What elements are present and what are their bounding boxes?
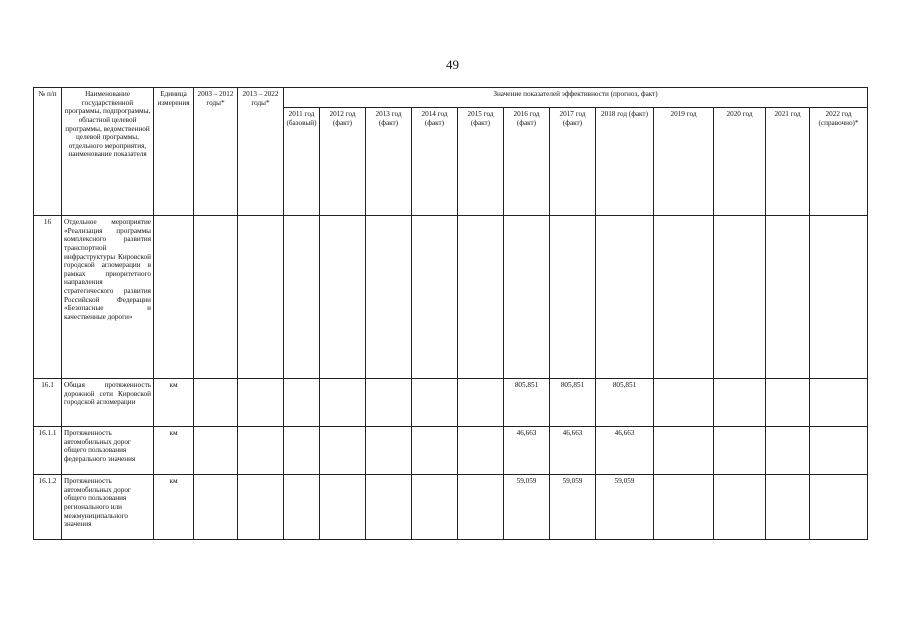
header-num: № п/п [34, 88, 62, 216]
header-year: 2011 год (базовый) [284, 108, 320, 216]
header-year: 2017 год (факт) [550, 108, 596, 216]
row-value [284, 427, 320, 475]
row-value [412, 427, 458, 475]
row-value: 46,663 [504, 427, 550, 475]
row-value [810, 379, 868, 427]
row-value [654, 216, 714, 379]
table-row [34, 379, 868, 427]
row-cell-empty [238, 427, 284, 475]
row-value [320, 216, 366, 379]
row-name: Протяженность автомобильных дорог общего пользования регионального или межмуниципального значения [62, 475, 154, 540]
row-value [810, 475, 868, 540]
row-cell-empty [194, 379, 238, 427]
header-year: 2019 год [654, 108, 714, 216]
row-value: 59,059 [550, 475, 596, 540]
row-number: 16.1.2 [34, 475, 62, 540]
header-year: 2016 год (факт) [504, 108, 550, 216]
page-number: 49 [446, 57, 459, 72]
row-value [458, 427, 504, 475]
header-unit: Единица измерения [154, 88, 194, 216]
row-value: 46,663 [596, 427, 654, 475]
row-cell-empty [194, 475, 238, 540]
row-value [714, 427, 766, 475]
row-cell-empty [238, 379, 284, 427]
row-value [412, 379, 458, 427]
row-number: 16.1 [34, 379, 62, 427]
row-value [284, 379, 320, 427]
row-unit [154, 216, 194, 379]
row-cell-empty [194, 216, 238, 379]
header-year: 2013 год (факт) [366, 108, 412, 216]
row-value [766, 216, 810, 379]
row-value: 46,663 [550, 427, 596, 475]
indicator-table [33, 87, 868, 540]
row-name: Протяженность автомобильных дорог общего пользования федерального значения [62, 427, 154, 475]
header-name: Наименование государственной программы, подпрограммы, областной целевой программы, ведомственной целевой программы, отдельного мероприятия, наименование показателя [62, 88, 154, 216]
table-row [34, 475, 868, 540]
row-value [366, 427, 412, 475]
header-year: 2015 год (факт) [458, 108, 504, 216]
row-cell-empty [194, 427, 238, 475]
row-value [366, 216, 412, 379]
row-value [550, 216, 596, 379]
table-row [34, 216, 868, 379]
row-value: 59,059 [596, 475, 654, 540]
row-value [810, 216, 868, 379]
row-cell-empty [238, 475, 284, 540]
row-value [458, 379, 504, 427]
table-row [34, 427, 868, 475]
row-value [320, 427, 366, 475]
row-unit: км [154, 475, 194, 540]
row-value [366, 475, 412, 540]
header-year: 2014 год (факт) [412, 108, 458, 216]
row-value [766, 379, 810, 427]
row-value [412, 216, 458, 379]
row-value [504, 216, 550, 379]
row-value [654, 427, 714, 475]
row-value [654, 379, 714, 427]
header-indicator-values: Значение показателей эффективности (прогноз, факт) [284, 88, 868, 108]
header-year: 2021 год [766, 108, 810, 216]
header-period-2003-2012: 2003 – 2012 годы* [194, 88, 238, 216]
row-value [714, 475, 766, 540]
row-value [284, 475, 320, 540]
row-name: Отдельное мероприятие «Реализация программы комплексного развития транспортной инфраструктуры Кировской городской агломерации в рамках приоритетного направления стратегического развития Российской Федерации «Безопасные и качественные дороги» [62, 216, 154, 379]
row-value [366, 379, 412, 427]
row-unit: км [154, 427, 194, 475]
row-value [458, 216, 504, 379]
row-value [766, 427, 810, 475]
header-year: 2018 год (факт) [596, 108, 654, 216]
row-value [596, 216, 654, 379]
row-value [412, 475, 458, 540]
row-value [714, 216, 766, 379]
row-value: 805,851 [550, 379, 596, 427]
row-value: 805,851 [504, 379, 550, 427]
row-value: 59,059 [504, 475, 550, 540]
header-period-2013-2022: 2013 – 2022 годы* [238, 88, 284, 216]
row-value [810, 427, 868, 475]
row-number: 16 [34, 216, 62, 379]
row-value: 805,851 [596, 379, 654, 427]
row-value [320, 379, 366, 427]
row-name: Общая протяженность дорожной сети Кировской городской агломерации [62, 379, 154, 427]
header-row-1 [34, 88, 868, 108]
row-unit: км [154, 379, 194, 427]
header-year: 2022 год (справочно)* [810, 108, 868, 216]
row-value [714, 379, 766, 427]
row-value [284, 216, 320, 379]
row-number: 16.1.1 [34, 427, 62, 475]
row-cell-empty [238, 216, 284, 379]
header-year: 2012 год (факт) [320, 108, 366, 216]
row-value [654, 475, 714, 540]
row-value [458, 475, 504, 540]
row-value [320, 475, 366, 540]
row-value [766, 475, 810, 540]
header-year: 2020 год [714, 108, 766, 216]
